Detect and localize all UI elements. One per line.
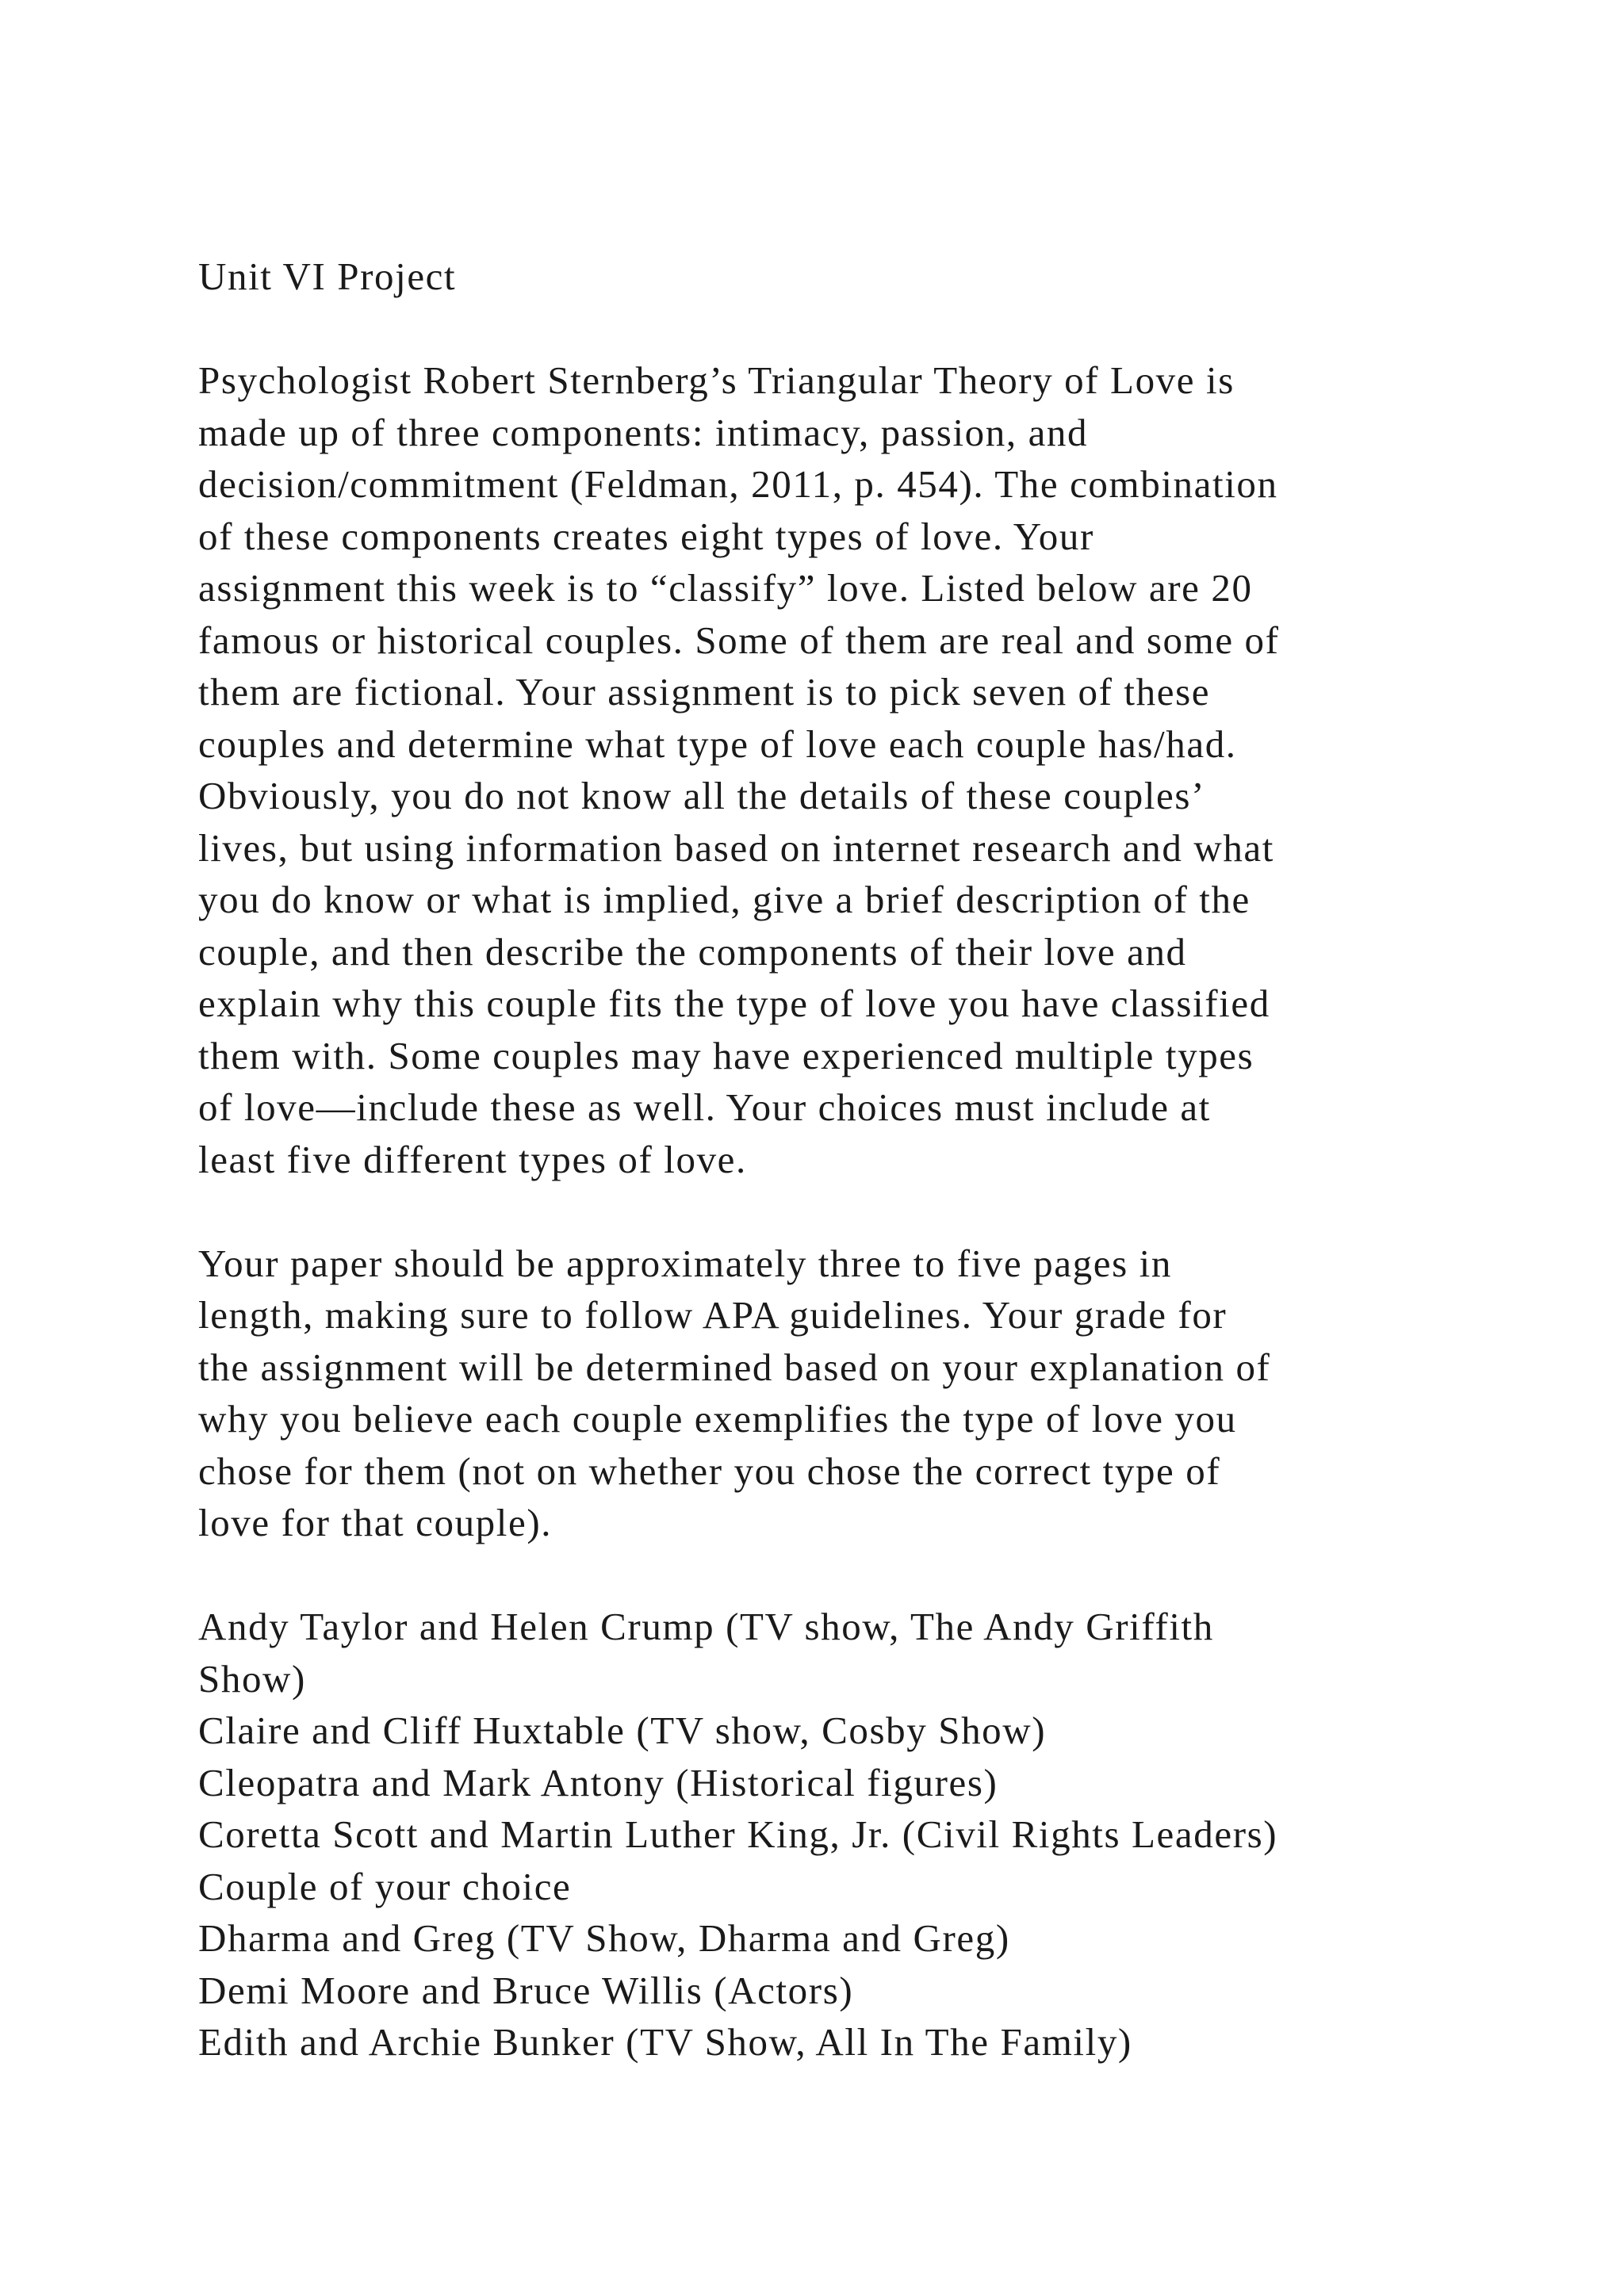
spacer	[198, 1185, 1451, 1238]
document-title: Unit VI Project	[198, 254, 457, 298]
couple-item: Cleopatra and Mark Antony (Historical figures)	[198, 1760, 998, 1804]
couple-item: Demi Moore and Bruce Willis (Actors)	[198, 1968, 854, 2012]
couples-list	[198, 1601, 1451, 2068]
couple-item: Dharma and Greg (TV Show, Dharma and Greg)	[198, 1916, 1010, 1960]
couple-item: Coretta Scott and Martin Luther King, Jr. (Civil Rights Leaders)	[198, 1812, 1278, 1856]
couple-item: Claire and Cliff Huxtable (TV show, Cosby Show)	[198, 1709, 1047, 1752]
couple-item: Edith and Archie Bunker (TV Show, All In The Family)	[198, 2020, 1132, 2064]
couple-item: Andy Taylor and Helen Crump (TV show, The Andy Griffith Show)	[198, 1605, 1214, 1701]
requirements-paragraph: Your paper should be approximately three to five pages in length, making sure to follow APA guidelines. Your grade for the assignment will be determined based on your explanation of why you believe each couple exemplifies the type of love you chose for them (not on whether you chose the correct type of love for that couple).	[198, 1241, 1271, 1544]
document-content	[198, 251, 1451, 2068]
couple-item: Couple of your choice	[198, 1864, 572, 1908]
spacer	[198, 1549, 1451, 1601]
instructions-paragraph: Psychologist Robert Sternberg’s Triangular Theory of Love is made up of three components: intimacy, passion, and decision/commitment (Feldman, 2011, p. 454). The combination of these components creates eight types of love. Your assignment this week is to “classify” love. Listed below are 20 famous or historical couples. Some of them are real and some of them are fictional. Your assignment is to pick seven of these couples and determine what type of love each couple has/had. Obviously, you do not know all the details of these couples’ lives, but using information based on internet research and what you do know or what is implied, give a brief description of the couple, and then describe the components of their love and explain why this couple fits the type of love you have classified them with. Some couples may have experienced multiple types of love—include these as well. Your choices must include at least five different types of love.	[198, 358, 1280, 1181]
spacer	[198, 303, 1451, 355]
